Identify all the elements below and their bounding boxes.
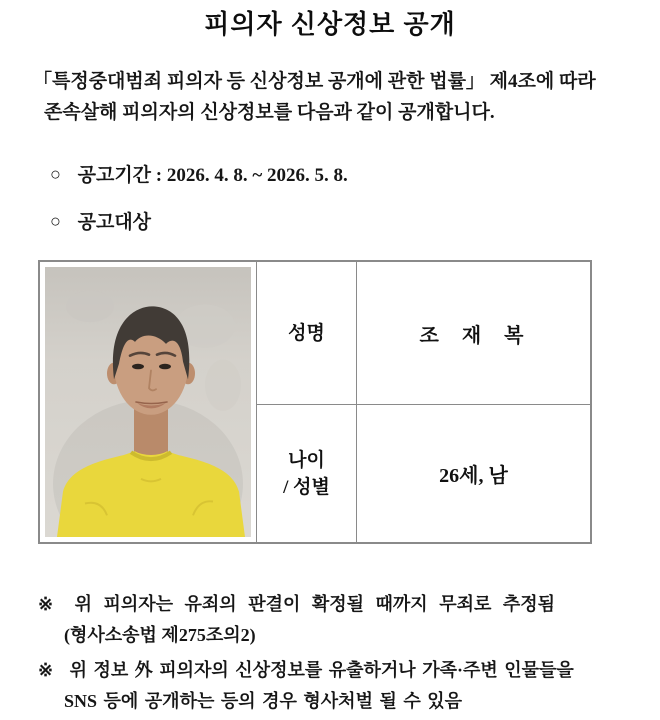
leak-warning-line2: SNS 등에 공개하는 등의 경우 형사처벌 될 수 있음 xyxy=(64,691,463,711)
notice-subject-item xyxy=(50,207,151,234)
circle-bullet-icon: ○ xyxy=(50,164,61,184)
reference-mark-icon: ※ xyxy=(38,660,54,680)
age-label-line1: 나이 xyxy=(288,449,325,471)
intro-paragraph xyxy=(33,66,633,128)
suspect-photo-cell xyxy=(40,262,256,542)
presumption-note-line2: (형사소송법 제275조의2) xyxy=(64,625,256,645)
circle-bullet-icon: ○ xyxy=(50,211,61,231)
leak-warning-note xyxy=(38,654,574,687)
reference-mark-icon: ※ xyxy=(38,594,54,614)
intro-line-2: 존속살해 피의자의 신상정보를 다음과 같이 공개합니다. xyxy=(44,102,495,123)
age-label-line2: / 성별 xyxy=(283,476,330,498)
age-gender-value: 26세, 남 xyxy=(439,465,508,487)
name-value-cell xyxy=(356,262,590,404)
leak-warning-line1: 위 정보 外 피의자의 신상정보를 유출하거나 가족·주변 인물들을 xyxy=(69,660,574,680)
presumption-of-innocence-note xyxy=(38,588,555,621)
page-title: 피의자 신상정보 공개 xyxy=(204,9,456,39)
name-value: 조 재 복 xyxy=(419,324,528,347)
suspect-photo xyxy=(45,267,251,537)
suspect-info-table xyxy=(38,260,592,544)
suspect-photo-illustration xyxy=(45,267,251,537)
name-label-cell xyxy=(256,262,356,404)
age-gender-label-cell xyxy=(256,404,356,542)
notice-subject-text: 공고대상 xyxy=(77,212,152,233)
presumption-note-line1: 위 피의자는 유죄의 판결이 확정될 때까지 무죄로 추정됨 xyxy=(74,594,556,614)
age-gender-value-cell xyxy=(356,404,590,542)
notice-period-text: 공고기간 : 2026. 4. 8. ~ 2026. 5. 8. xyxy=(77,165,348,186)
notice-period-item xyxy=(50,160,348,187)
intro-line-1: 「특정중대범죄 피의자 등 신상정보 공개에 관한 법률」 제4조에 따라 xyxy=(33,71,596,92)
name-label: 성명 xyxy=(288,322,325,344)
